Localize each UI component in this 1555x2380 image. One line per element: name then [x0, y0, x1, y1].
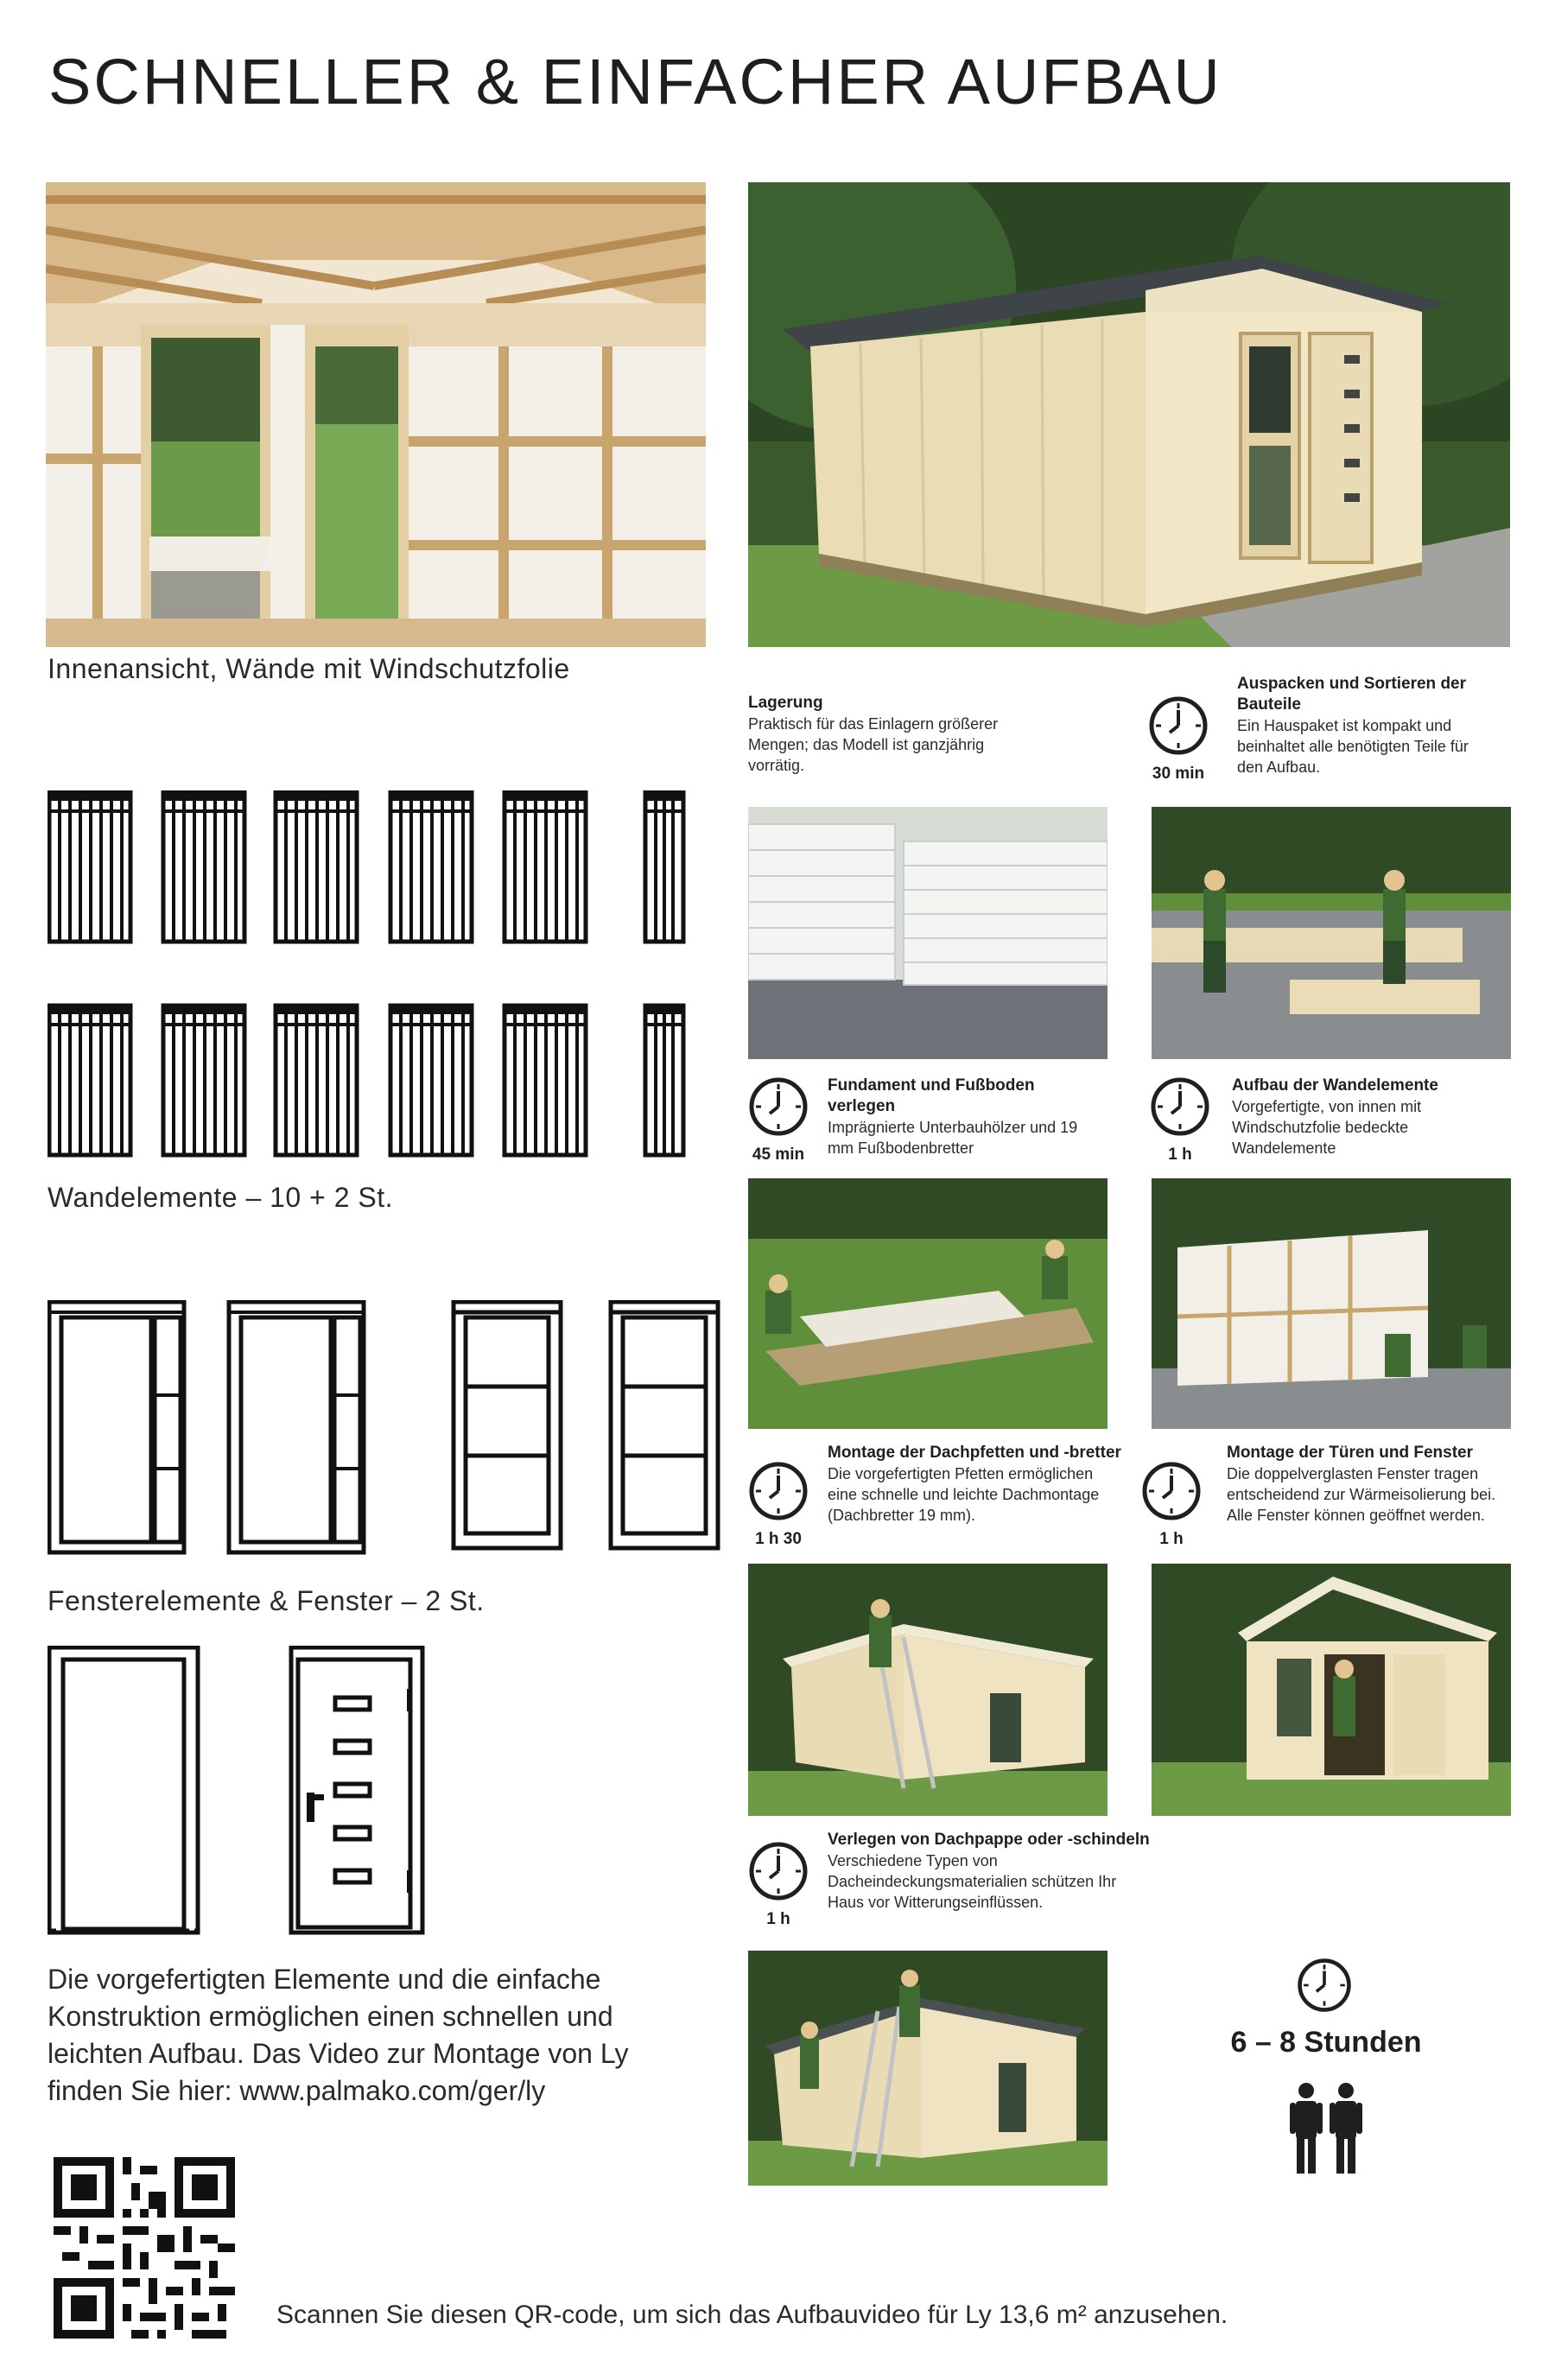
- wall-elements-drawing: [48, 790, 704, 1166]
- step-felt-time: 1 h: [766, 1910, 790, 1928]
- qr-code[interactable]: [54, 2157, 235, 2343]
- clock-icon: [1149, 1076, 1211, 1138]
- step-walls: [1232, 1076, 1500, 1158]
- doors-photo: [1152, 1564, 1511, 1816]
- step-storage-text: Praktisch für das Einlagern größerer Mengen; das Modell ist ganzjährig vorrätig.: [748, 715, 999, 774]
- step-walls-time: 1 h: [1168, 1146, 1192, 1164]
- step-doors-text: Die doppelverglasten Fenster tragen entscheidend zur Wärmeisolierung bei. Alle Fenster können geöffnet werden.: [1227, 1465, 1496, 1524]
- step-felt-clock: [747, 1840, 809, 1929]
- roof-photo: [748, 1564, 1108, 1816]
- clock-icon: [747, 1460, 809, 1522]
- unpack-photo: [1152, 807, 1511, 1059]
- step-storage: [748, 693, 1025, 776]
- step-felt: [828, 1830, 1156, 1913]
- wall-caption: Wandelemente – 10 + 2 St.: [48, 1182, 393, 1213]
- interior-caption: Innenansicht, Wände mit Windschutzfolie: [48, 653, 570, 684]
- clock-icon: [1147, 695, 1209, 757]
- step-roof-time: 1 h 30: [755, 1530, 802, 1548]
- step-roof-title: Montage der Dachpfetten und -bretter: [828, 1444, 1121, 1462]
- qr-caption: Scannen Sie diesen QR-code, um sich das Aufbauvideo für Ly 13,6 m² anzusehen.: [276, 2301, 1228, 2329]
- description-text: Die vorgefertigten Elemente und die einfache Konstruktion ermöglichen einen schnellen und leichten Aufbau. Das Video zur Montage von Ly finden Sie hier: www.palmako.com/ger/ly: [48, 1964, 629, 2106]
- walls-photo: [1152, 1178, 1511, 1429]
- step-roof-text: Die vorgefertigten Pfetten ermöglichen eine schnelle und leichte Dachmontage (Dachbretter 19 mm).: [828, 1465, 1100, 1524]
- step-roof-clock: [747, 1460, 809, 1549]
- step-foundation: [828, 1076, 1104, 1158]
- two-persons-icon: [1287, 2082, 1365, 2181]
- step-walls-title: Aufbau der Wandelemente: [1232, 1076, 1438, 1095]
- step-unpack-time: 30 min: [1152, 765, 1205, 783]
- step-unpack: [1237, 674, 1496, 777]
- clock-icon: [747, 1076, 809, 1138]
- clock-icon: [1296, 1957, 1353, 2014]
- step-felt-title: Verlegen von Dachpappe oder -schindeln: [828, 1831, 1150, 1849]
- step-foundation-clock: [747, 1076, 809, 1165]
- step-storage-title: Lagerung: [748, 694, 823, 712]
- foundation-photo: [748, 1178, 1108, 1429]
- step-doors-title: Montage der Türen und Fenster: [1227, 1444, 1474, 1462]
- total-clock: [1296, 1957, 1358, 2018]
- step-unpack-text: Ein Hauspaket ist kompakt und beinhaltet alle benötigten Teile für den Aufbau.: [1237, 717, 1469, 776]
- step-foundation-text: Imprägnierte Unterbauhölzer und 19 mm Fußbodenbretter: [828, 1119, 1078, 1157]
- felt-photo: [748, 1951, 1108, 2186]
- step-foundation-title: Fundament und Fußboden verlegen: [828, 1076, 1035, 1115]
- total-time: 6 – 8 Stunden: [1230, 2026, 1422, 2059]
- door-elements-drawing: [48, 1646, 436, 1944]
- step-unpack-clock: [1147, 695, 1209, 784]
- clock-icon: [1140, 1460, 1203, 1522]
- window-caption: Fensterelemente & Fenster – 2 St.: [48, 1585, 485, 1616]
- step-walls-clock: [1149, 1076, 1211, 1165]
- house-photo: [748, 182, 1510, 647]
- step-doors-clock: [1140, 1460, 1203, 1549]
- page-title: SCHNELLER & EINFACHER AUFBAU: [48, 46, 1222, 117]
- step-unpack-title: Auspacken und Sortieren der Bauteile: [1237, 675, 1467, 714]
- clock-icon: [747, 1840, 809, 1902]
- step-doors: [1227, 1443, 1520, 1526]
- interior-photo: [46, 182, 706, 647]
- window-elements-drawing: [48, 1300, 730, 1564]
- step-walls-text: Vorgefertigte, von innen mit Windschutzfolie bedeckte Wandelemente: [1232, 1098, 1422, 1157]
- step-doors-time: 1 h: [1159, 1530, 1184, 1548]
- storage-photo: [748, 807, 1108, 1059]
- step-roof: [828, 1443, 1121, 1526]
- step-felt-text: Verschiedene Typen von Dacheindeckungsmaterialien schützen Ihr Haus vor Witterungseinflüssen.: [828, 1852, 1117, 1911]
- step-foundation-time: 45 min: [752, 1146, 805, 1164]
